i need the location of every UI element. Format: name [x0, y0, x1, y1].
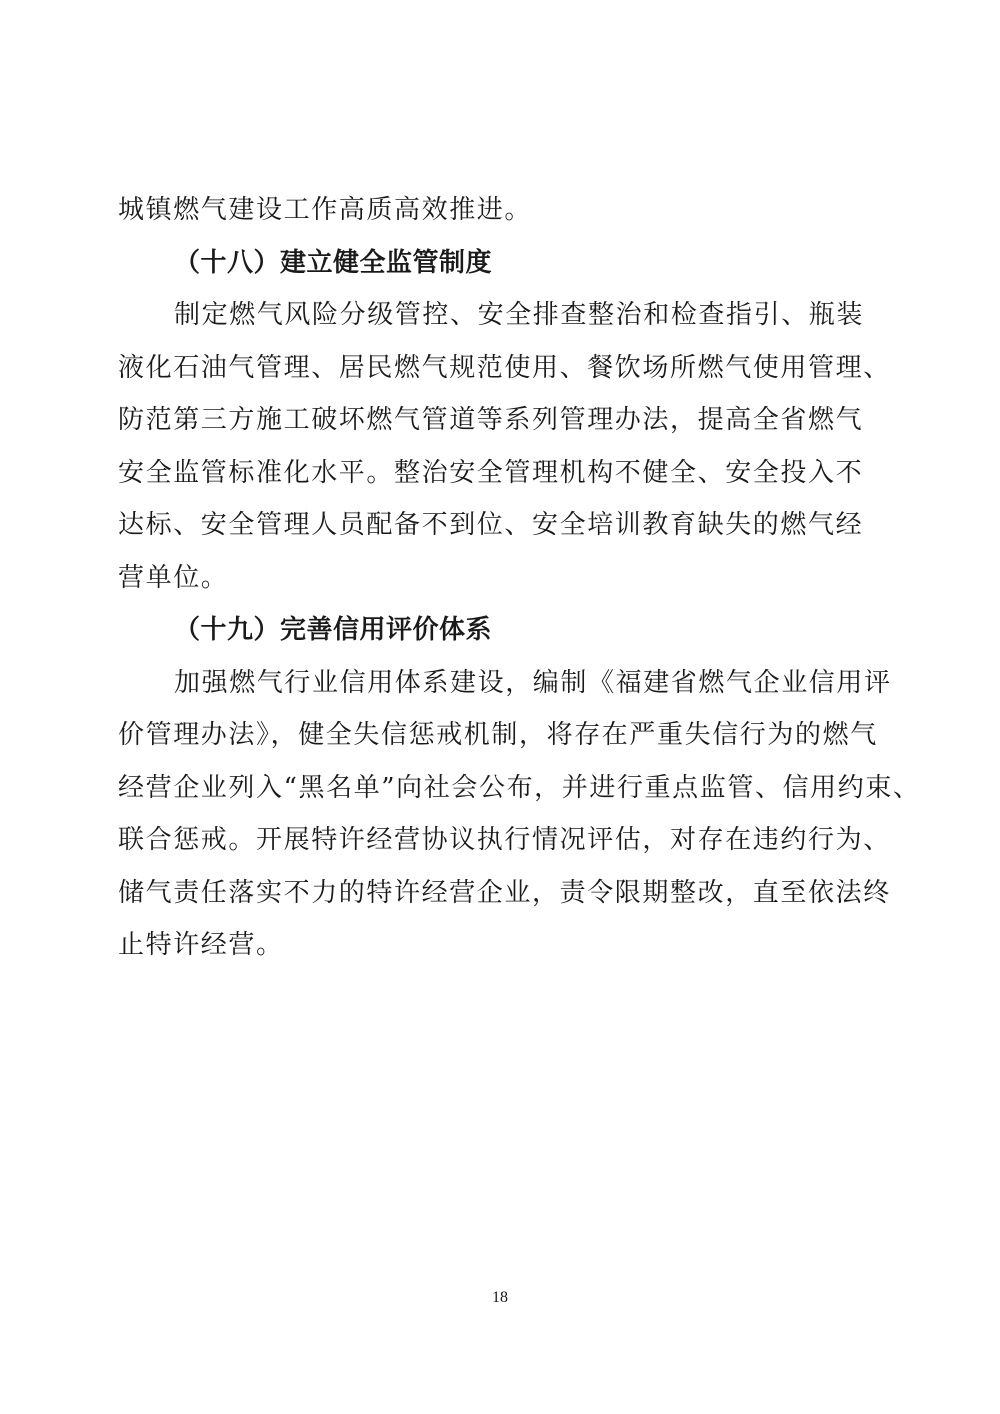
paragraph-line: 液化石油气管理、居民燃气规范使用、餐饮场所燃气使用管理、 [118, 352, 891, 383]
paragraph-line: 城镇燃气建设工作高质高效推进。 [118, 195, 533, 225]
paragraph-line: 储气责任落实不力的特许经营企业，责令限期整改，直至依法终 [118, 877, 891, 908]
section-paragraph-18 [118, 289, 891, 604]
paragraph-line: 经营企业列入“黑名单”向社会公布，并进行重点监管、信用约束、 [118, 772, 921, 803]
document-body [118, 184, 921, 972]
paragraph-line: 营单位。 [118, 562, 229, 593]
section-heading-19: （十九）完善信用评价体系 [174, 615, 493, 645]
paragraph-line: 防范第三方施工破坏燃气管道等系列管理办法，提高全省燃气 [118, 405, 864, 435]
paragraph-line: 制定燃气风险分级管控、安全排查整治和检查指引、瓶装 [174, 300, 865, 330]
paragraph-line: 安全监管标准化水平。整治安全管理机构不健全、安全投入不 [118, 457, 864, 488]
paragraph-line: 价管理办法》，健全失信惩戒机制，将存在严重失信行为的燃气 [118, 720, 878, 750]
page-number: 18 [492, 1289, 508, 1306]
paragraph-line: 加强燃气行业信用体系建设，编制《福建省燃气企业信用评 [174, 667, 892, 698]
section-heading-18: （十八）建立健全监管制度 [174, 247, 493, 278]
paragraph-line: 达标、安全管理人员配备不到位、安全培训教育缺失的燃气经 [118, 510, 864, 540]
paragraph-line: 联合惩戒。开展特许经营协议执行情况评估，对存在违约行为、 [118, 825, 891, 855]
section-paragraph-19 [118, 657, 921, 972]
paragraph-line: 止特许经营。 [118, 930, 284, 960]
